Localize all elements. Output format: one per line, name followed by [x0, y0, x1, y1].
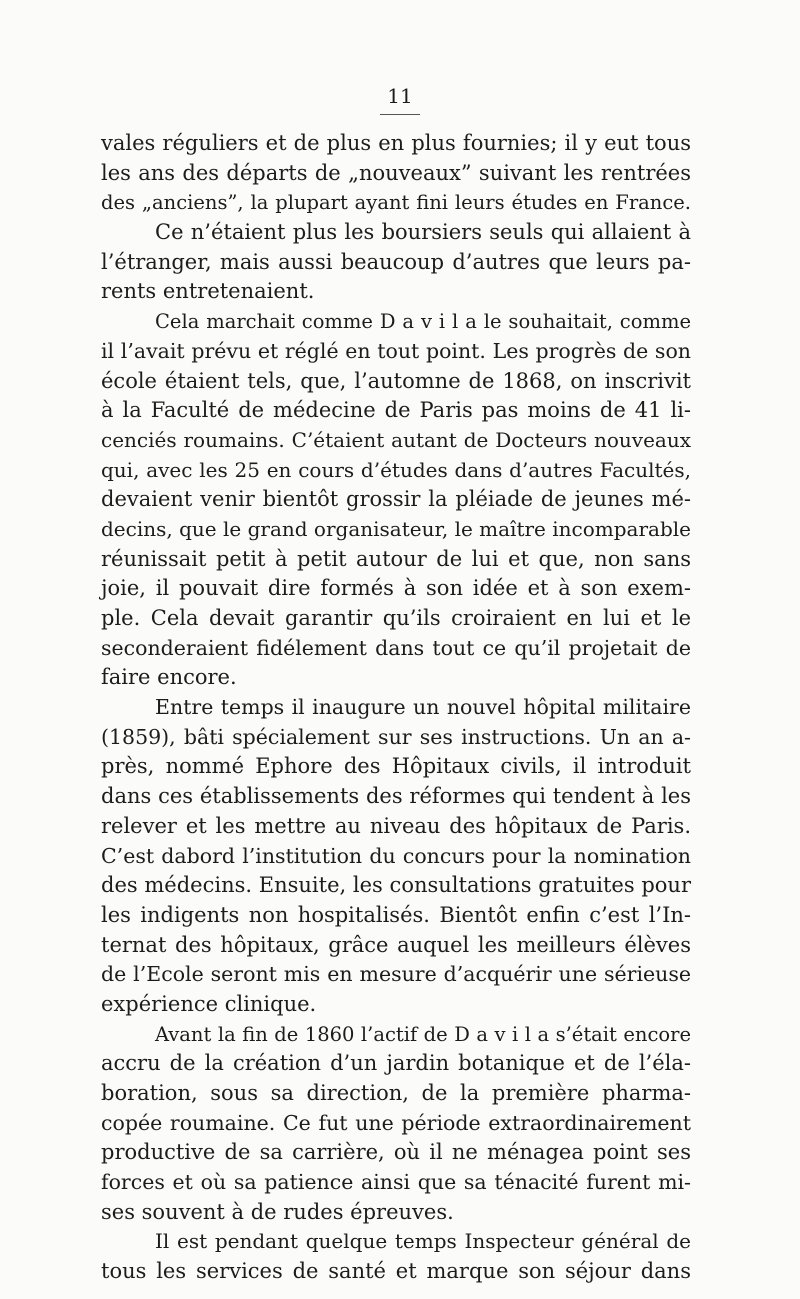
text-line: decins, que le grand organisateur, le maître incomparable [101, 516, 691, 541]
text-line: réunissait petit à petit autour de lui et que, non sans [101, 546, 691, 571]
text-line: qui, avec les 25 en cours d’études dans d’autres Facultés, [101, 457, 691, 482]
page-number: 11 [387, 84, 413, 108]
text-line: accru de la création d’un jardin botanique et de l’éla- [101, 1051, 691, 1076]
text-line: boration, sous sa direction, de la première pharma- [101, 1081, 691, 1105]
text-line: ple. Cela devait garantir qu’ils croiraient en lui et le [101, 606, 691, 630]
text-line: Entre temps il inaugure un nouvel hôpital militaire [155, 695, 691, 720]
text-line: les indigents non hospitalisés. Bientôt enfin c’est l’In- [101, 902, 691, 927]
text-line: ses souvent à de rudes épreuves. [101, 1199, 454, 1224]
text-line: joie, il pouvait dire formés à son idée et à son exem- [101, 576, 691, 601]
text-line: vales réguliers et de plus en plus fournies; il y eut tous [101, 131, 691, 155]
header-rule [380, 114, 420, 115]
text-line: des médecins. Ensuite, les consultations gratuites pour [101, 873, 691, 898]
text-line: les ans des départs de „nouveaux” suivant les rentrées [101, 160, 691, 185]
text-line: Cela marchait comme D a v i l a le souhaitait, comme [155, 310, 691, 334]
text-line: productive de sa carrière, où il ne ménagea point ses [101, 1140, 691, 1165]
text-line: copée roumaine. Ce fut une période extraordinairement [101, 1110, 691, 1135]
body-text [101, 129, 691, 1287]
text-line: Il est pendant quelque temps Inspecteur général de [155, 1229, 691, 1254]
text-line: dans ces établissements des réformes qui tendent à les [101, 784, 691, 809]
text-line: rents entretenaient. [101, 279, 315, 304]
text-line: C’est dabord l’institution du concurs pour la nomination [101, 843, 691, 868]
text-line: ternat des hôpitaux, grâce auquel les meilleurs élèves [101, 932, 691, 957]
text-line: de l’Ecole seront mis en mesure d’acquérir une sérieuse [101, 962, 691, 987]
text-line: forces et où sa patience ainsi que sa ténacité furent mi- [101, 1170, 691, 1195]
text-line: seconderaient fidélement dans tout ce qu’il projetait de [101, 635, 691, 660]
text-line: expérience clinique. [101, 991, 317, 1016]
text-line: à la Faculté de médecine de Paris pas moins de 41 li- [101, 398, 691, 423]
text-line: Ce n’étaient plus les boursiers seuls qui allaient à [155, 220, 691, 245]
text-line: école étaient tels, que, l’automne de 1868, on inscrivit [101, 368, 691, 393]
text-line: l’étranger, mais aussi beaucoup d’autres que leurs pa- [101, 249, 691, 274]
text-line: devaient venir bientôt grossir la pléiade de jeunes mé- [101, 487, 691, 512]
text-line: près, nommé Ephore des Hôpitaux civils, il introduit [101, 754, 691, 779]
text-line: cenciés roumains. C’étaient autant de Docteurs nouveaux [101, 427, 691, 452]
text-line: il l’avait prévu et réglé en tout point. Les progrès de son [101, 338, 691, 363]
text-line: Avant la fin de 1860 l’actif de D a v i l a s’était encore [155, 1022, 691, 1046]
text-line: (1859), bâti spécialement sur ses instructions. Un an a- [101, 724, 691, 749]
text-line: des „anciens”, la plupart ayant fini leurs études en France. [101, 191, 691, 215]
text-line: faire encore. [101, 665, 237, 690]
text-line: tous les services de santé et marque son séjour dans [101, 1259, 691, 1284]
text-line: relever et les mettre au niveau des hôpitaux de Paris. [101, 813, 691, 838]
